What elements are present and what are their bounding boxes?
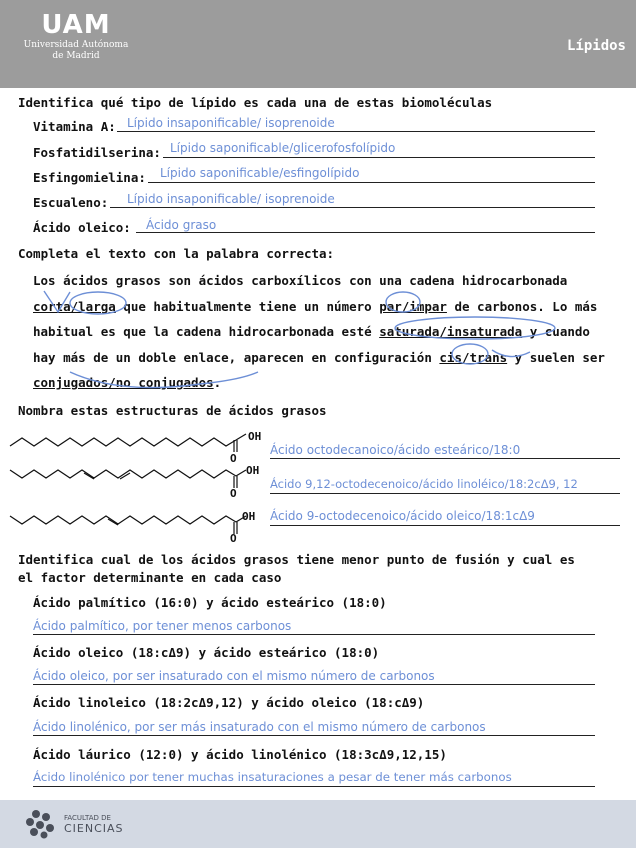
paragraph-text: de carbonos. Lo más habitual es que la cadena hidrocarbonada esté bbox=[33, 298, 598, 339]
paragraph-text: y suelen ser bbox=[507, 349, 605, 365]
faculty-name bbox=[64, 814, 124, 835]
section4-question: el factor determinante en cada caso bbox=[18, 570, 282, 585]
section1-question: Identifica qué tipo de lípido es cada una de estas biomoléculas bbox=[18, 95, 493, 110]
uam-logo-sub2: de Madrid bbox=[52, 51, 100, 61]
o-label: O bbox=[230, 452, 237, 465]
circle-larga-mark bbox=[70, 292, 126, 314]
pair-answer: Ácido linolénico por tener muchas insaturaciones a pesar de tener más carbonos bbox=[33, 770, 512, 784]
option-saturation: saturada/insaturada bbox=[379, 324, 523, 339]
circle-cis-mark bbox=[452, 344, 488, 364]
answer-line bbox=[33, 786, 595, 787]
answer-line bbox=[270, 493, 620, 494]
answer-line bbox=[270, 458, 620, 459]
oh-label: OH bbox=[248, 430, 262, 443]
pair-label: Ácido láurico (12:0) y ácido linolénico (18:3cΔ9,12,15) bbox=[33, 747, 447, 762]
circle-insaturada-mark bbox=[395, 317, 555, 339]
item-label: Vitamina A: bbox=[33, 119, 116, 134]
option-conjugation: conjugados/no conjugados bbox=[33, 375, 214, 390]
answer-line bbox=[33, 735, 595, 736]
oh-label: OH bbox=[242, 510, 256, 523]
item-answer: Lípido insaponificable/ isoprenoide bbox=[127, 116, 335, 130]
tick-mark bbox=[44, 291, 70, 312]
answer-line bbox=[270, 525, 620, 526]
paragraph-text: que habitualmente tiene un número bbox=[115, 298, 380, 314]
item-label: Fosfatidilserina: bbox=[33, 145, 161, 160]
item-answer: Ácido graso bbox=[146, 218, 217, 232]
section3-question: Nombra estas estructuras de ácidos grasos bbox=[18, 403, 327, 418]
answer-line bbox=[33, 634, 595, 635]
option-configuration: cis/trans bbox=[439, 349, 508, 365]
paragraph-text: . bbox=[213, 375, 222, 390]
o-label: O bbox=[230, 487, 237, 500]
underline-conjugados-mark bbox=[70, 372, 258, 388]
o-label: O bbox=[230, 532, 237, 545]
handwritten-marks bbox=[0, 0, 636, 400]
faculty-line1: FACULTAD DE bbox=[64, 814, 111, 822]
item-answer: Lípido saponificable/esfingolípido bbox=[160, 166, 360, 180]
faculty-logo-icon bbox=[22, 808, 60, 840]
item-label: Esfingomielina: bbox=[33, 170, 146, 185]
circle-par-mark bbox=[386, 292, 420, 312]
stroke-mark bbox=[492, 350, 530, 357]
section2-question: Completa el texto con la palabra correcta: bbox=[18, 246, 335, 261]
structure-answer: Ácido 9-octodecenoico/ácido oleico/18:1cΔ9 bbox=[270, 509, 535, 523]
pair-label: Ácido palmítico (16:0) y ácido esteárico (18:0) bbox=[33, 595, 387, 610]
uam-logo-mark: UAM bbox=[41, 10, 111, 40]
item-answer: Lípido insaponificable/ isoprenoide bbox=[127, 192, 335, 206]
faculty-line2: CIENCIAS bbox=[64, 822, 124, 835]
uam-logo-sub1: Universidad Autónoma bbox=[23, 40, 129, 50]
pair-answer: Ácido linolénico, por ser más insaturado con el mismo número de carbonos bbox=[33, 720, 486, 734]
structure-answer: Ácido 9,12-octodecenoico/ácido linoléico/18:2cΔ9, 12 bbox=[270, 477, 578, 491]
pair-label: Ácido oleico (18:cΔ9) y ácido esteárico (18:0) bbox=[33, 645, 380, 660]
paragraph-text: Los ácidos grasos son ácidos carboxílicos con una cadena hidrocarbonada bbox=[33, 273, 568, 288]
page-title: Lípidos bbox=[566, 38, 626, 54]
structure-answer: Ácido octodecanoico/ácido esteárico/18:0 bbox=[270, 443, 521, 457]
pair-answer: Ácido oleico, por ser insaturado con el mismo número de carbonos bbox=[33, 669, 435, 683]
item-answer: Lípido saponificable/glicerofosfolípido bbox=[170, 141, 396, 155]
section4-question: Identifica cual de los ácidos grasos tiene menor punto de fusión y cual es bbox=[18, 552, 575, 567]
option-length: corta/larga bbox=[33, 298, 116, 314]
item-label: Ácido oleico: bbox=[33, 220, 131, 235]
pair-answer: Ácido palmítico, por tener menos carbonos bbox=[33, 619, 292, 633]
pair-label: Ácido linoleico (18:2cΔ9,12) y ácido oleico (18:cΔ9) bbox=[33, 695, 425, 710]
paragraph-text: y cuando hay más de un doble enlace, aparecen en configuración bbox=[33, 324, 590, 365]
oh-label: OH bbox=[246, 464, 260, 477]
option-parity: par/impar bbox=[379, 298, 447, 314]
item-label: Escualeno: bbox=[33, 195, 109, 210]
answer-line bbox=[33, 684, 595, 685]
